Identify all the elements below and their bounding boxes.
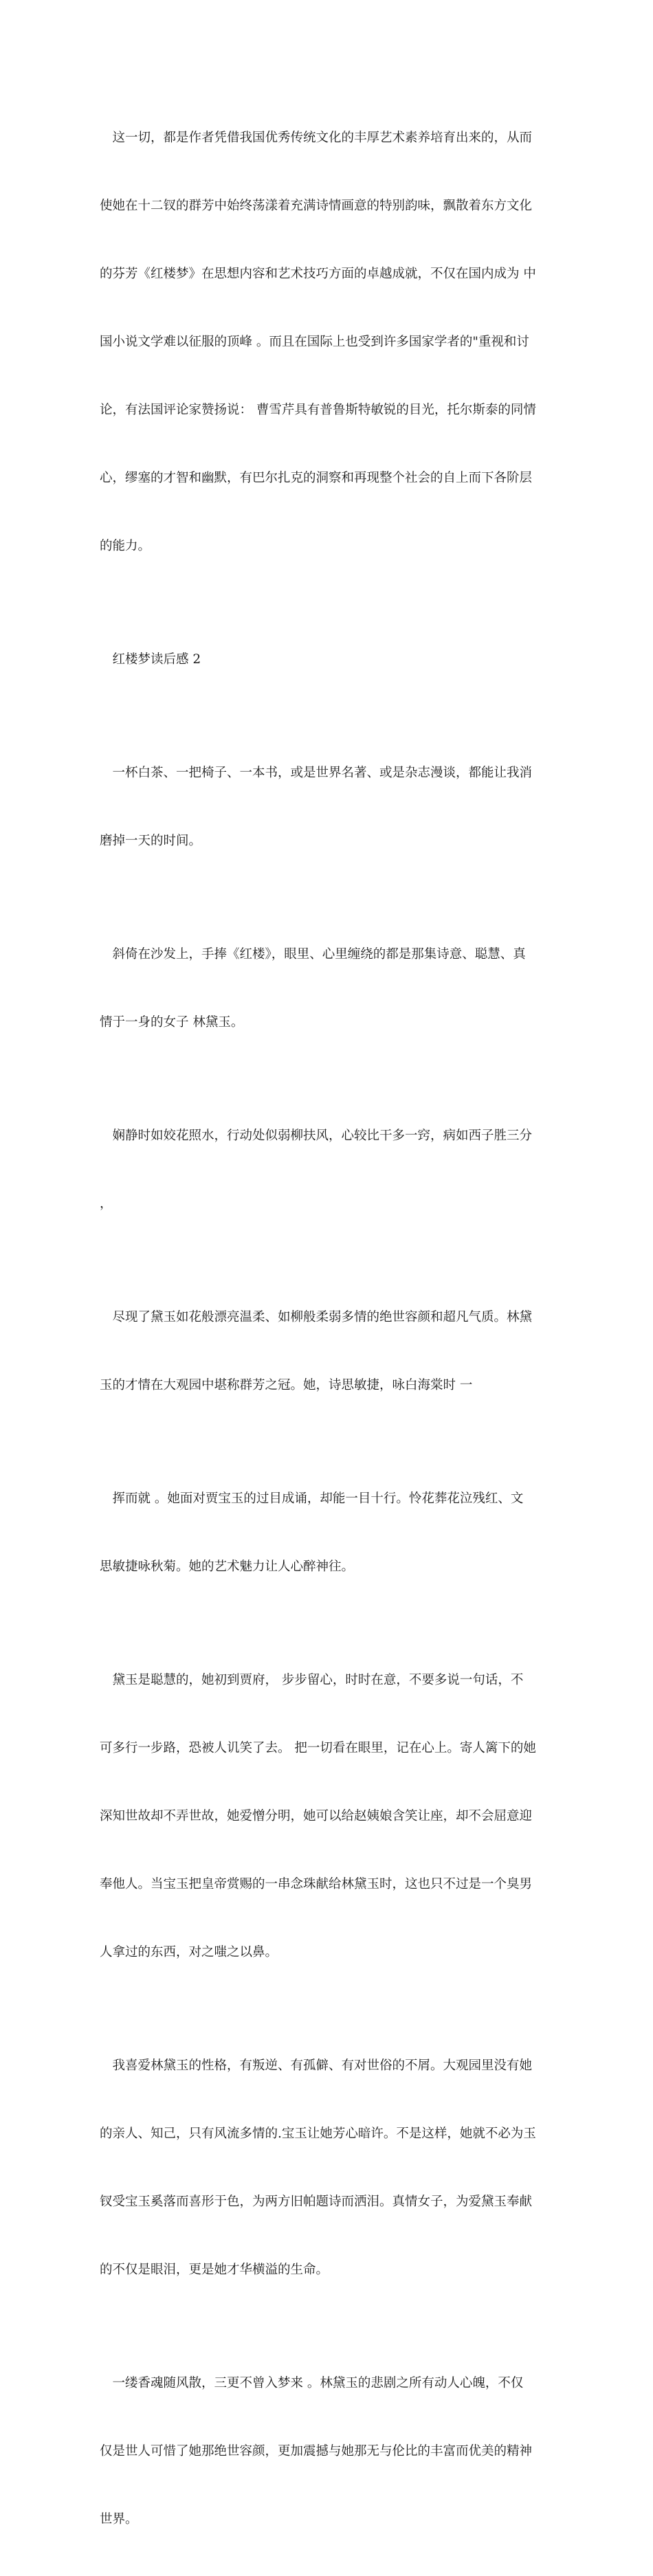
- text-line: 钗受宝玉奚落而喜形于色，为两方旧帕题诗而洒泪。真情女子，为爱黛玉奉献: [100, 2195, 533, 2209]
- text-line: 挥而就 。她面对贾宝玉的过目成诵，却能一目十行。怜花葬花泣残红、文: [100, 1491, 524, 1506]
- text-line: 国小说文学难以征服的顶峰 。而且在国际上也受到许多国家学者的"重视和讨: [100, 335, 529, 349]
- text-line: 磨掉一天的时间。: [100, 834, 202, 848]
- text-line: 世界。: [100, 2512, 138, 2527]
- text-line: 的不仅是眼泪，更是她才华横溢的生命。: [100, 2263, 329, 2277]
- text-line: ，: [100, 1197, 113, 1211]
- text-line: 深知世故却不弄世故，她爱憎分明，她可以给赵姨娘含笑让座，却不会屈意迎: [100, 1809, 533, 1823]
- paragraph-5: [100, 1261, 557, 1442]
- text-line: 尽现了黛玉如花般漂亮温柔、如柳般柔弱多情的绝世容颜和超凡气质。林黛: [100, 1310, 533, 1324]
- paragraph-2: [100, 716, 557, 898]
- paragraph-1: [100, 81, 557, 603]
- text-line: 人拿过的东西，对之嗤之以鼻。: [100, 1945, 278, 1959]
- text-line: 心，缪塞的才智和幽默，有巴尔扎克的洞察和再现整个社会的自上而下各阶层: [100, 471, 533, 485]
- text-line: 思敏捷咏秋菊。她的艺术魅力让人心醉神往。: [100, 1559, 355, 1574]
- paragraph-7: [100, 1623, 557, 2009]
- text-line: 论，有法国评论家赞扬说： 曹雪芹具有普鲁斯特敏锐的目光，托尔斯泰的同情: [100, 403, 536, 417]
- paragraph-8: [100, 2009, 557, 2327]
- text-line: 的能力。: [100, 539, 151, 553]
- document-page: [100, 81, 557, 2576]
- paragraph-4: [100, 1079, 557, 1261]
- text-line: 仅是世人可惜了她那绝世容颜，更加震撼与她那无与伦比的丰富而优美的精神: [100, 2444, 533, 2458]
- text-line: 使她在十二钗的群芳中始终荡漾着充满诗情画意的特别韵味，飘散着东方文化: [100, 199, 533, 213]
- text-line: 一杯白茶、一把椅子、一本书，或是世界名著、或是杂志漫谈，都能让我消: [100, 766, 533, 780]
- text-line: 斜倚在沙发上，手捧《红楼》，眼里、心里缠绕的都是那集诗意、聪慧、真: [100, 947, 526, 962]
- text-line: 可多行一步路，恐被人讥笑了去。 把一切看在眼里，记在心上。寄人篱下的她: [100, 1741, 536, 1755]
- heading-line: 红楼梦读后感 2: [100, 652, 201, 667]
- text-line: 情于一身的女子 林黛玉。: [100, 1015, 244, 1030]
- text-line: 的亲人、知己，只有风流多情的.宝玉让她芳心暗许。不是这样，她就不必为玉: [100, 2127, 536, 2141]
- paragraph-6: [100, 1442, 557, 1623]
- text-line: 玉的才情在大观园中堪称群芳之冠。她，诗思敏捷，咏白海棠时 一: [100, 1378, 473, 1392]
- text-line: 奉他人。当宝玉把皇帝赏赐的一串念珠献给林黛玉时，这也只不过是一个臭男: [100, 1877, 533, 1891]
- text-line: 娴静时如姣花照水，行动处似弱柳扶风，心较比干多一窍，病如西子胜三分: [100, 1129, 533, 1143]
- section-heading: [100, 603, 557, 716]
- text-line: 这一切，都是作者凭借我国优秀传统文化的丰厚艺术素养培育出来的，从而: [100, 131, 533, 145]
- paragraph-3: [100, 898, 557, 1079]
- text-line: 的芬芳《红楼梦》在思想内容和艺术技巧方面的卓越成就，不仅在国内成为 中: [100, 267, 536, 281]
- text-line: 一缕香魂随风散，三更不曾入梦来 。林黛玉的悲剧之所有动人心魄，不仅: [100, 2376, 524, 2390]
- text-line: 黛玉是聪慧的，她初到贾府， 步步留心，时时在意，不要多说一句话，不: [100, 1673, 524, 1687]
- text-line: 我喜爱林黛玉的性格，有叛逆、有孤僻、有对世俗的不屑。大观园里没有她: [100, 2058, 533, 2073]
- paragraph-9: [100, 2327, 557, 2576]
